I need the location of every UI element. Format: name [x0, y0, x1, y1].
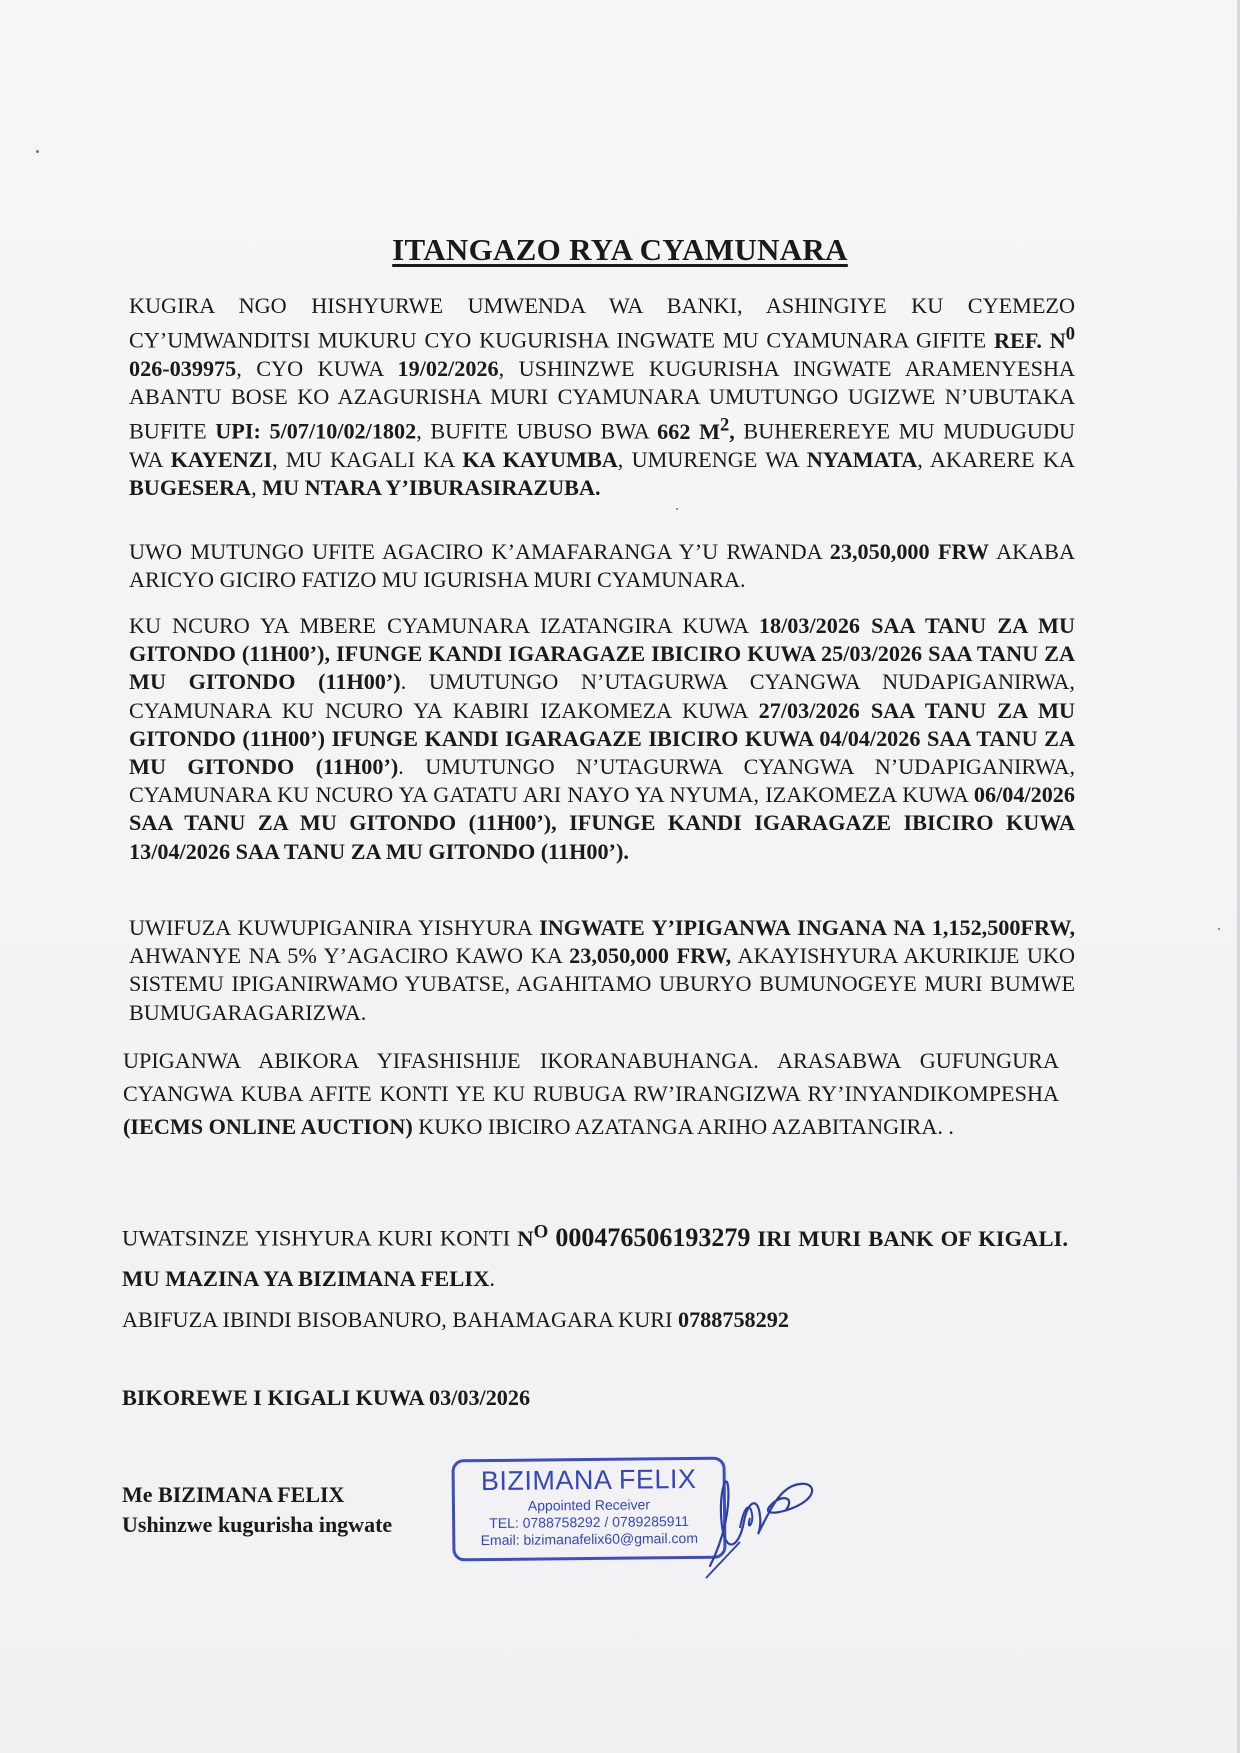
third-round-dates: 06/04/2026 SAA TANU ZA MU GITONDO (11H00’), IFUNGE KANDI IGARAGAZE IBICIRO KUWA 13/04/2026 SAA TANU ZA MU GITONDO (11H00’). — [129, 782, 1075, 864]
paragraph-contact: ABIFUZA IBINDI BISOBANURO, BAHAMAGARA KURI 0788758292 — [122, 1307, 789, 1332]
text: KUGIRA NGO HISHYURWE UMWENDA WA BANKI, ASHINGIYE KU CYEMEZO CY’UMWANDITSI MUKURU CYO KUGURISHA INGWATE MU CYAMUNARA GIFITE — [129, 293, 1075, 353]
paragraph-property-value: UWO MUTUNGO UFITE AGACIRO K’AMAFARANGA Y’U RWANDA 23,050,000 FRW AKABA ARICYO GICIRO FATIZO MU IGURISHA MURI CYAMUNARA. — [129, 539, 1076, 593]
contact-phone: 0788758292 — [677, 1307, 789, 1332]
province-name: MU NTARA Y’IBURASIRAZUBA. — [262, 475, 601, 500]
sector-name: NYAMATA — [806, 446, 918, 472]
speck — [676, 508, 678, 510]
speck — [1218, 928, 1220, 930]
account-number: 000476506193279 — [555, 1222, 751, 1252]
first-round-dates: 18/03/2026 SAA TANU ZA MU GITONDO (11H00’), IFUNGE KANDI IGARAGAZE IBICIRO KUWA 25/03/2026 SAA TANU ZA MU GITONDO (11H00’) — [129, 613, 1075, 695]
bank-details: IRI MURI BANK OF KIGALI. MU MAZINA YA BIZIMANA FELIX — [122, 1225, 1068, 1291]
paragraph-auction-notice: KUGIRA NGO HISHYURWE UMWENDA WA BANKI, ASHINGIYE KU CYEMEZO CY’UMWANDITSI MUKURU CYO KUGURISHA INGWATE MU CYAMUNARA GIFITE REF. $N^0$ 026-039975, CYO KUWA 19/02/2026, USHINZWE KUGURISHA INGWATE ARAMENYESHA ABANTU BOSE KO AZAGURISHA MURI CYAMUNARA UMUTUNGO UGIZWE N’UBUTAKA BUFITE UPI: 5/07/10/02/1802, BUFITE UBUSO BWA 662 $M^2$, BUHEREREYE MU MUDUGUDU WA KAYENZI, MU KAGALI KA KA KAYUMBA, UMURENGE WA NYAMATA, AKARERE KA BUGESERA, MU NTARA Y’IBURASIRAZUBA. — [129, 293, 1075, 500]
platform-name: (IECMS ONLINE AUCTION) — [123, 1114, 413, 1139]
reference-value: 23,050,000 FRW, — [569, 943, 732, 969]
reference-number: REF. $N^0$ 026-039975 — [129, 324, 1075, 381]
land-area: 662 $M^2$, — [657, 415, 735, 444]
stamp-phone: TEL: 0788758292 / 0789285911 — [489, 1512, 690, 1532]
issue-place-date: BIKOREWE I KIGALI KUWA 03/03/2026 — [122, 1385, 531, 1410]
paragraph-auction-schedule: KU NCURO YA MBERE CYAMUNARA IZATANGIRA KUWA 18/03/2026 SAA TANU ZA MU GITONDO (11H00’), IFUNGE KANDI IGARAGAZE IBICIRO KUWA 25/03/2026 SAA TANU ZA MU GITONDO (11H00’). UMUTUNGO N’UTAGURWA CYANGWA NUDAPIGANIRWA, CYAMUNARA KU NCURO YA KABIRI IZAKOMEZA KUWA 27/03/2026 SAA TANU ZA MU GITONDO (11H00’) IFUNGE KANDI IGARAGAZE IBICIRO KUWA 04/04/2026 SAA TANU ZA MU GITONDO (11H00’). UMUTUNGO N’UTAGURWA CYANGWA N’UDAPIGANIRWA, CYAMUNARA KU NCURO YA GATATU ARI NAYO YA NYUMA, IZAKOMEZA KUWA 06/04/2026 SAA TANU ZA MU GITONDO (11H00’), IFUNGE KANDI IGARAGAZE IBICIRO KUWA 13/04/2026 SAA TANU ZA MU GITONDO (11H00’). — [129, 613, 1076, 864]
village-name: KAYENZI — [170, 446, 273, 472]
official-stamp — [451, 1457, 726, 1562]
paragraph-bid-deposit: UWIFUZA KUWUPIGANIRA YISHYURA INGWATE Y’IPIGANWA INGANA NA 1,152,500FRW, AHWANYE NA 5% Y’AGACIRO KAWO KA 23,050,000 FRW, AKAYISHYURA AKURIKIJE UKO SISTEMU IPIGANIRWAMO YUBATSE, AGAHITAMO UBURYO BUMUNOGEYE MURI BUMWE BUMUGARAGARIZWA. — [129, 915, 1075, 1025]
second-round-dates: 27/03/2026 SAA TANU ZA MU GITONDO (11H00’) IFUNGE KANDI IGARAGAZE IBICIRO KUWA 04/04/2026 SAA TANU ZA MU GITONDO (11H00’) — [129, 697, 1076, 780]
district-name: BUGESERA — [129, 475, 252, 500]
decision-date: 19/02/2026 — [397, 355, 499, 381]
bid-deposit-amount: INGWATE Y’IPIGANWA INGANA NA 1,152,500FRW, — [539, 915, 1075, 940]
handwritten-signature — [700, 1466, 820, 1586]
paragraph-payment-account: UWATSINZE YISHYURA KURI KONTI $N^O$ 000476506193279 IRI MURI BANK OF KIGALI. MU MAZINA YA BIZIMANA FELIX. — [122, 1221, 1068, 1291]
property-value: 23,050,000 FRW — [829, 539, 989, 564]
stamp-name: BIZIMANA FELIX — [480, 1463, 697, 1497]
signatory-name: Me BIZIMANA FELIX — [122, 1482, 345, 1507]
paragraph-online-bidding: UPIGANWA ABIKORA YIFASHISHIJE IKORANABUHANGA. ARASABWA GUFUNGURA CYANGWA KUBA AFITE KONTI YE KU RUBUGA RW’IRANGIZWA RY’INYANDIKOMPESHA (IECMS ONLINE AUCTION) KUKO IBICIRO AZATANGA ARIHO AZABITANGIRA. . — [123, 1048, 1059, 1139]
signatory-role: Ushinzwe kugurisha ingwate — [122, 1512, 393, 1537]
stamp-email: Email: bizimanafelix60@gmail.com — [480, 1529, 699, 1549]
document-title: ITANGAZO RYA CYAMUNARA — [392, 232, 848, 267]
stamp-role: Appointed Receiver — [527, 1496, 651, 1514]
speck — [36, 150, 39, 153]
cell-name: KA KAYUMBA — [462, 446, 618, 472]
upi-number: UPI: 5/07/10/02/1802 — [215, 418, 417, 444]
